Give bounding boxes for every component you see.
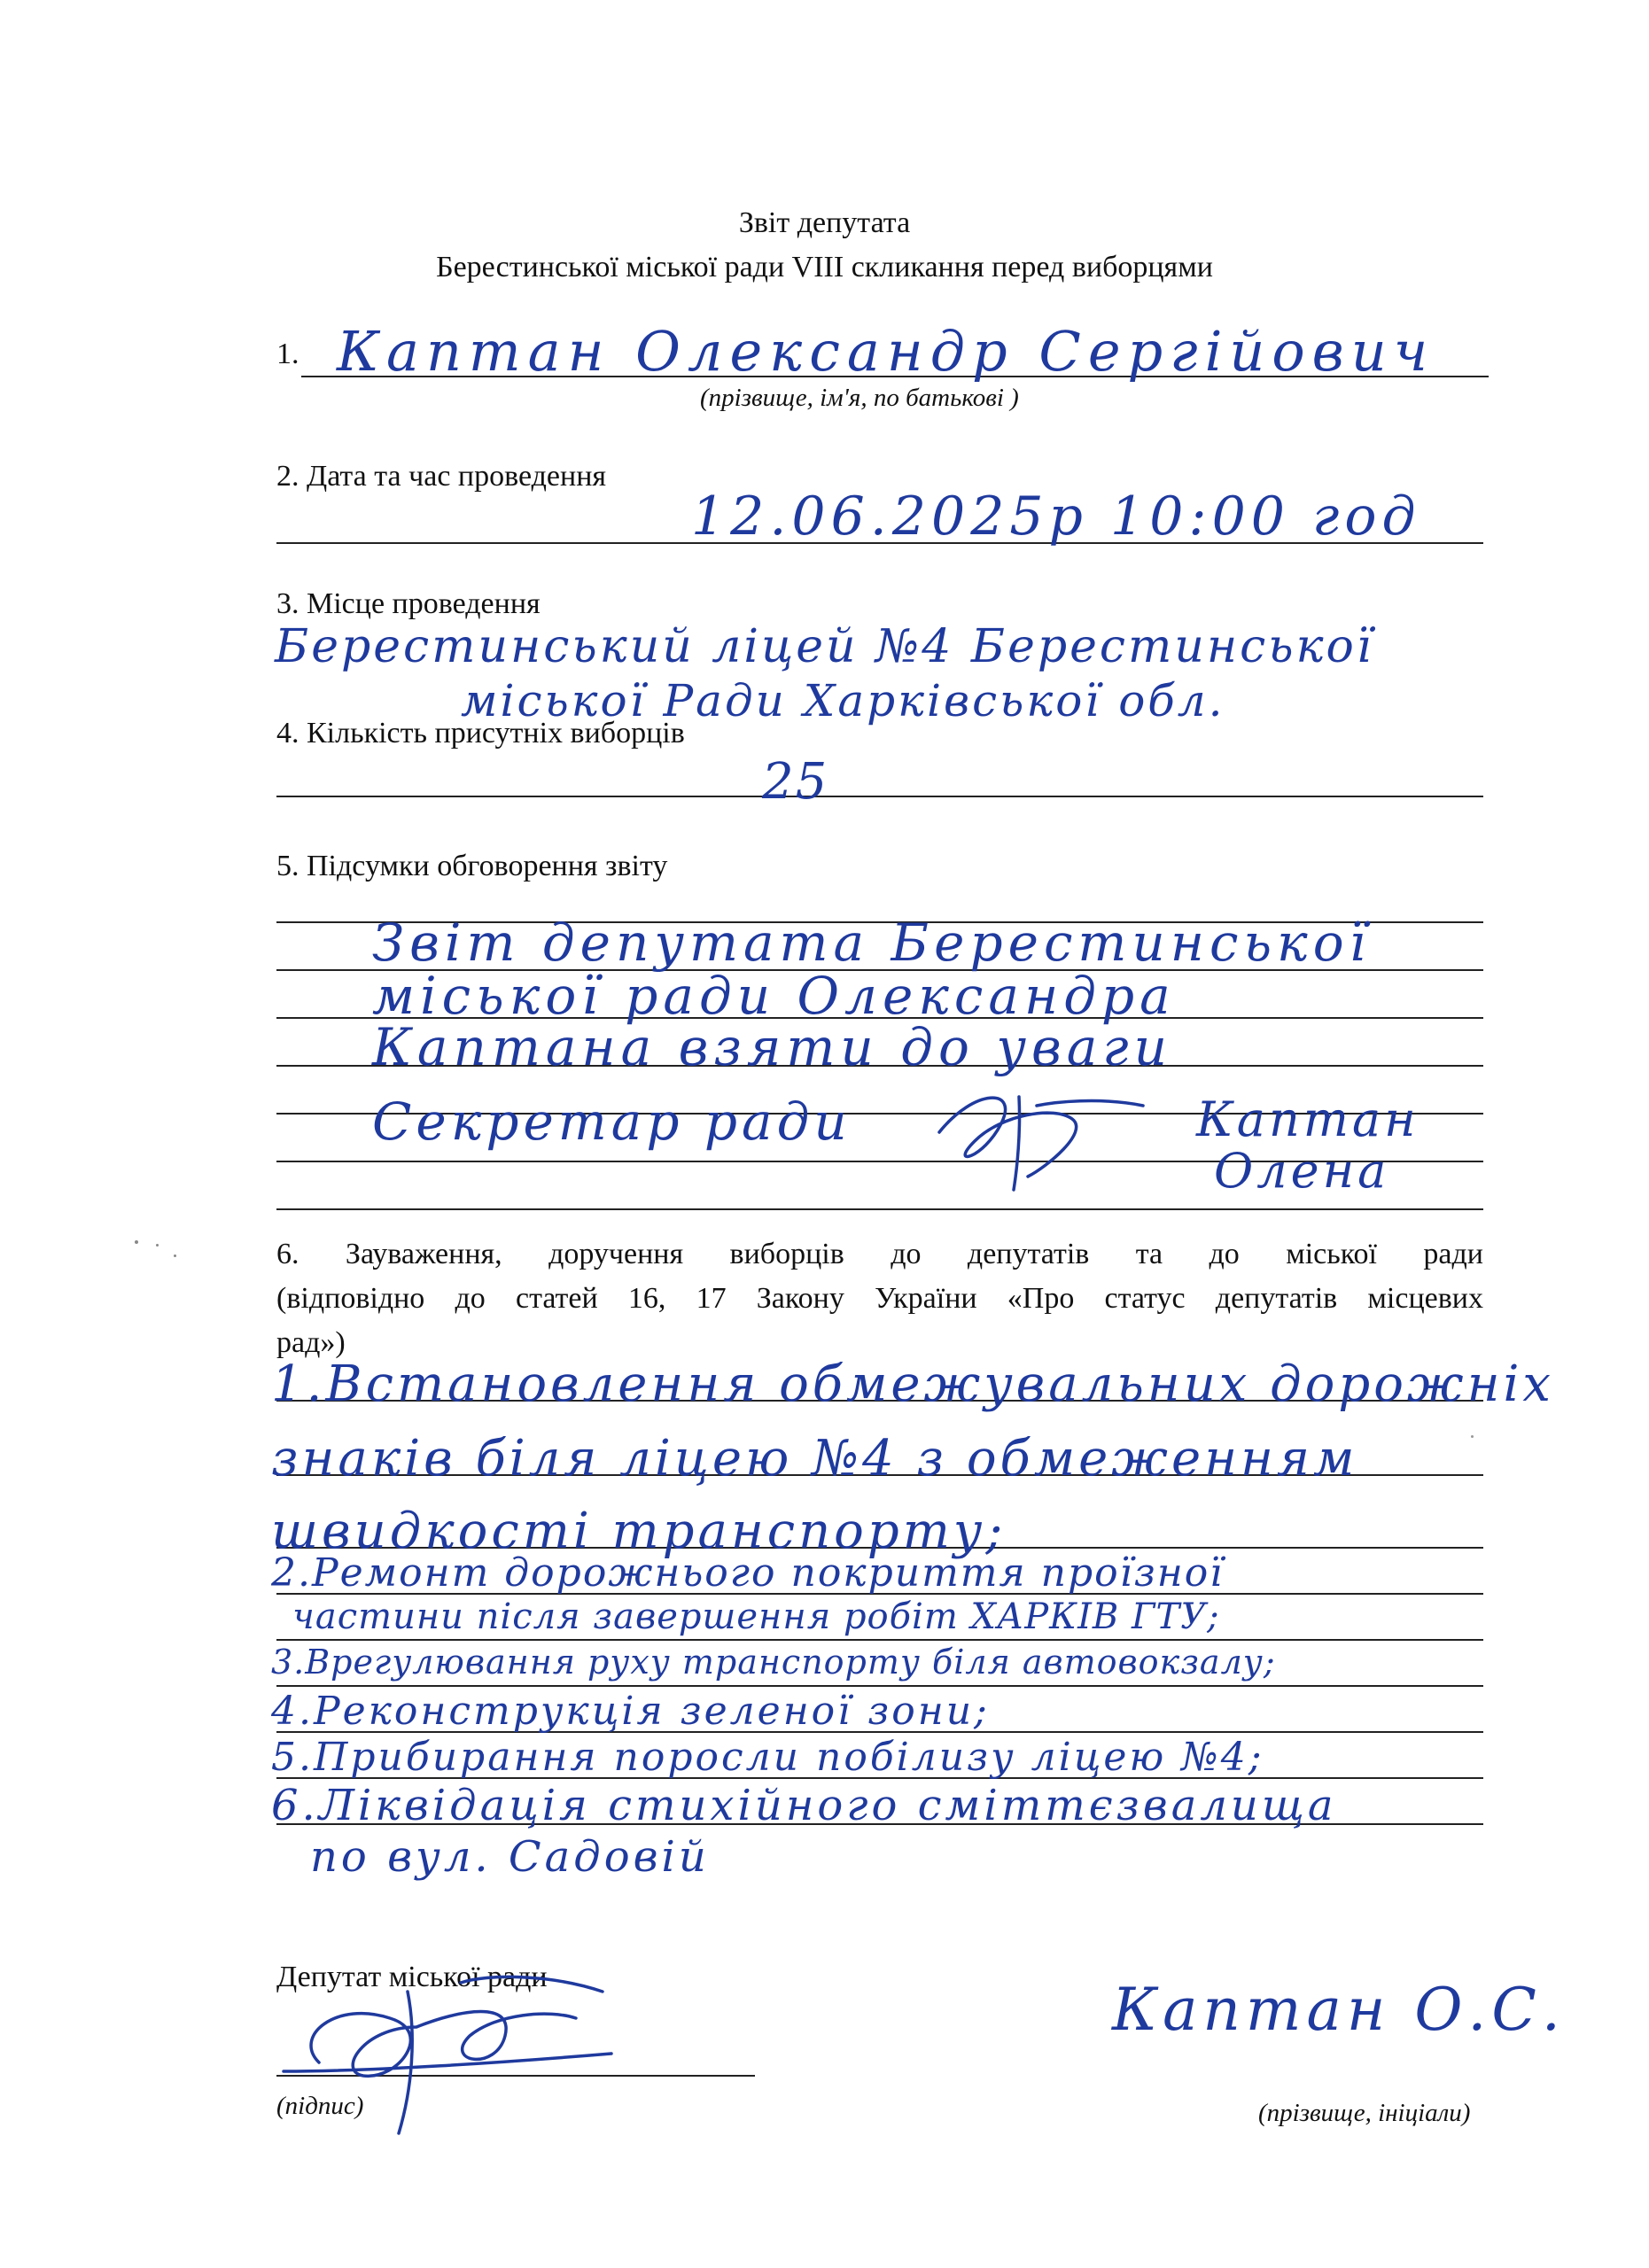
handwritten-summary-line-2: міської ради Олександра <box>372 966 1176 1026</box>
field-4-label: 4. Кількість присутніх виборців <box>276 717 685 750</box>
handwritten-summary-line-3: Каптана взяти до уваги <box>372 1017 1172 1077</box>
handwritten-summary-line-4: Секретар ради <box>372 1091 852 1152</box>
field-1-number: 1. <box>276 338 299 370</box>
field-6-line-5 <box>276 1639 1483 1641</box>
handwritten-place-line-2: міської Ради Харківської обл. <box>461 675 1225 726</box>
handwritten-datetime: 12.06.2025р 10:00 год <box>691 485 1421 548</box>
handwritten-remark-9: 6.Ліквідація стихійного сміттєзвалища <box>271 1781 1337 1830</box>
scan-speck <box>174 1254 176 1257</box>
handwritten-summary-line-1: Звіт депутата Берестинської <box>372 913 1372 973</box>
deputy-label: Депутат міської ради <box>276 1961 548 1993</box>
handwritten-remark-3: швидкості транспорту; <box>271 1503 1007 1560</box>
field-6-label-line-1: 6. Зауваження, доручення виборців до депутатів та до міської ради <box>276 1238 1483 1270</box>
handwritten-remark-1: 1.Встановлення обмежувальних дорожніх <box>271 1355 1554 1413</box>
scan-speck <box>135 1240 138 1244</box>
document-subtitle: Берестинської міської ради VIII скликання перед виборцями <box>436 251 1213 284</box>
handwritten-deputy-name: Каптан О.С. <box>1112 1976 1566 2044</box>
field-1-caption: (прізвище, ім'я, по батькові ) <box>700 384 1019 412</box>
handwritten-remark-7: 4.Реконструкція зеленої зони; <box>271 1689 990 1734</box>
field-6-line-6 <box>276 1685 1483 1687</box>
field-6-label-line-2: (відповідно до статей 16, 17 Закону України «Про статус депутатів місцевих <box>276 1282 1483 1315</box>
field-3-label: 3. Місце проведення <box>276 587 541 620</box>
handwritten-place-line-1: Берестинський ліцей №4 Берестинської <box>275 620 1374 673</box>
field-6-label-line-3: рад») <box>276 1326 346 1359</box>
handwritten-secretary-surname: Каптан <box>1196 1091 1420 1147</box>
document-title: Звіт депутата <box>738 206 911 239</box>
handwritten-remark-2: знаків біля ліцею №4 з обмеженням <box>271 1430 1358 1487</box>
handwritten-remark-6: 3.Врегулювання руху транспорту біля автовокзалу; <box>271 1643 1276 1682</box>
handwritten-remark-5: частини після завершення робіт ХАРКІВ ГТУ; <box>292 1596 1220 1637</box>
handwritten-attendance: 25 <box>762 753 829 811</box>
handwritten-remark-4: 2.Ремонт дорожнього покриття проїзної <box>271 1550 1225 1596</box>
handwritten-remark-10: по вул. Садовій <box>310 1832 710 1882</box>
name-caption: (прізвище, ініціали) <box>1258 2099 1471 2127</box>
field-2-label: 2. Дата та час проведення <box>276 460 607 493</box>
field-4-line <box>276 796 1483 797</box>
handwritten-remark-8: 5.Прибирання поросли побілизу ліцею №4; <box>271 1735 1264 1780</box>
field-5-label: 5. Підсумки обговорення звіту <box>276 850 668 882</box>
signature-caption: (підпис) <box>276 2092 364 2120</box>
scan-speck <box>1471 1435 1474 1438</box>
handwritten-secretary-name: Олена <box>1214 1143 1390 1199</box>
field-5-line-7 <box>276 1208 1483 1210</box>
scan-speck <box>156 1244 159 1247</box>
secretary-signature-icon <box>922 1070 1152 1194</box>
handwritten-name: Каптан Олександр Сергійович <box>337 319 1435 384</box>
